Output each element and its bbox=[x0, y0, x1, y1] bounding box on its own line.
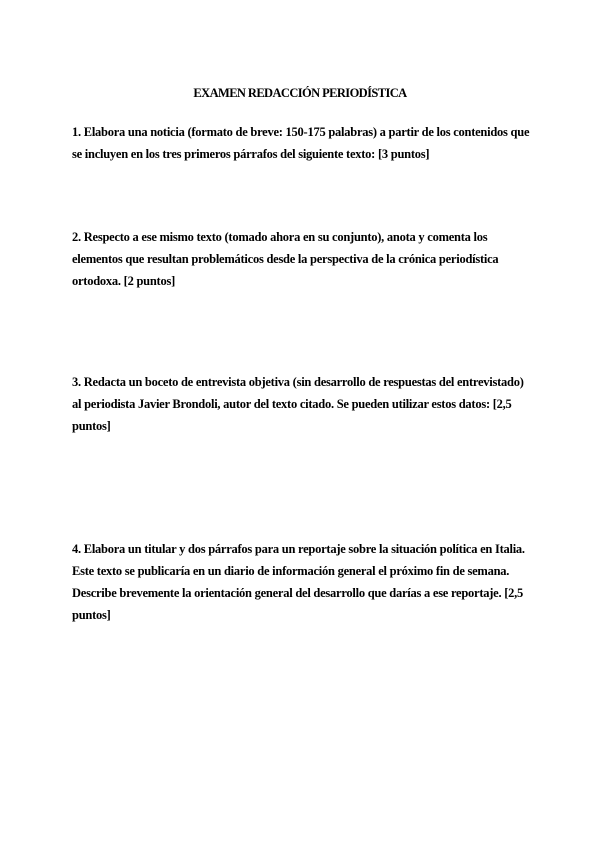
question-1: 1. Elabora una noticia (formato de breve: 150-175 palabras) a partir de los contenidos que se incluyen en los tres primeros párrafos del siguiente texto: [3 puntos] bbox=[72, 125, 530, 161]
page-title: EXAMEN REDACCIÓN PERIODÍSTICA bbox=[193, 86, 407, 100]
question-3: 3. Redacta un boceto de entrevista objetiva (sin desarrollo de respuestas del entrevistado) al periodista Javier Brondoli, autor del texto citado. Se pueden utilizar estos datos: [2,5 puntos] bbox=[72, 375, 524, 433]
question-4: 4. Elabora un titular y dos párrafos para un reportaje sobre la situación política en Italia. Este texto se publicaría en un diario de información general el próximo fin de semana. Describe brevemente la orientación general del desarrollo que darías a ese reportaje. [2,5 puntos] bbox=[72, 542, 525, 622]
question-2: 2. Respecto a ese mismo texto (tomado ahora en su conjunto), anota y comenta los elementos que resultan problemáticos desde la perspectiva de la crónica periodística ortodoxa. [2 puntos] bbox=[72, 230, 499, 288]
